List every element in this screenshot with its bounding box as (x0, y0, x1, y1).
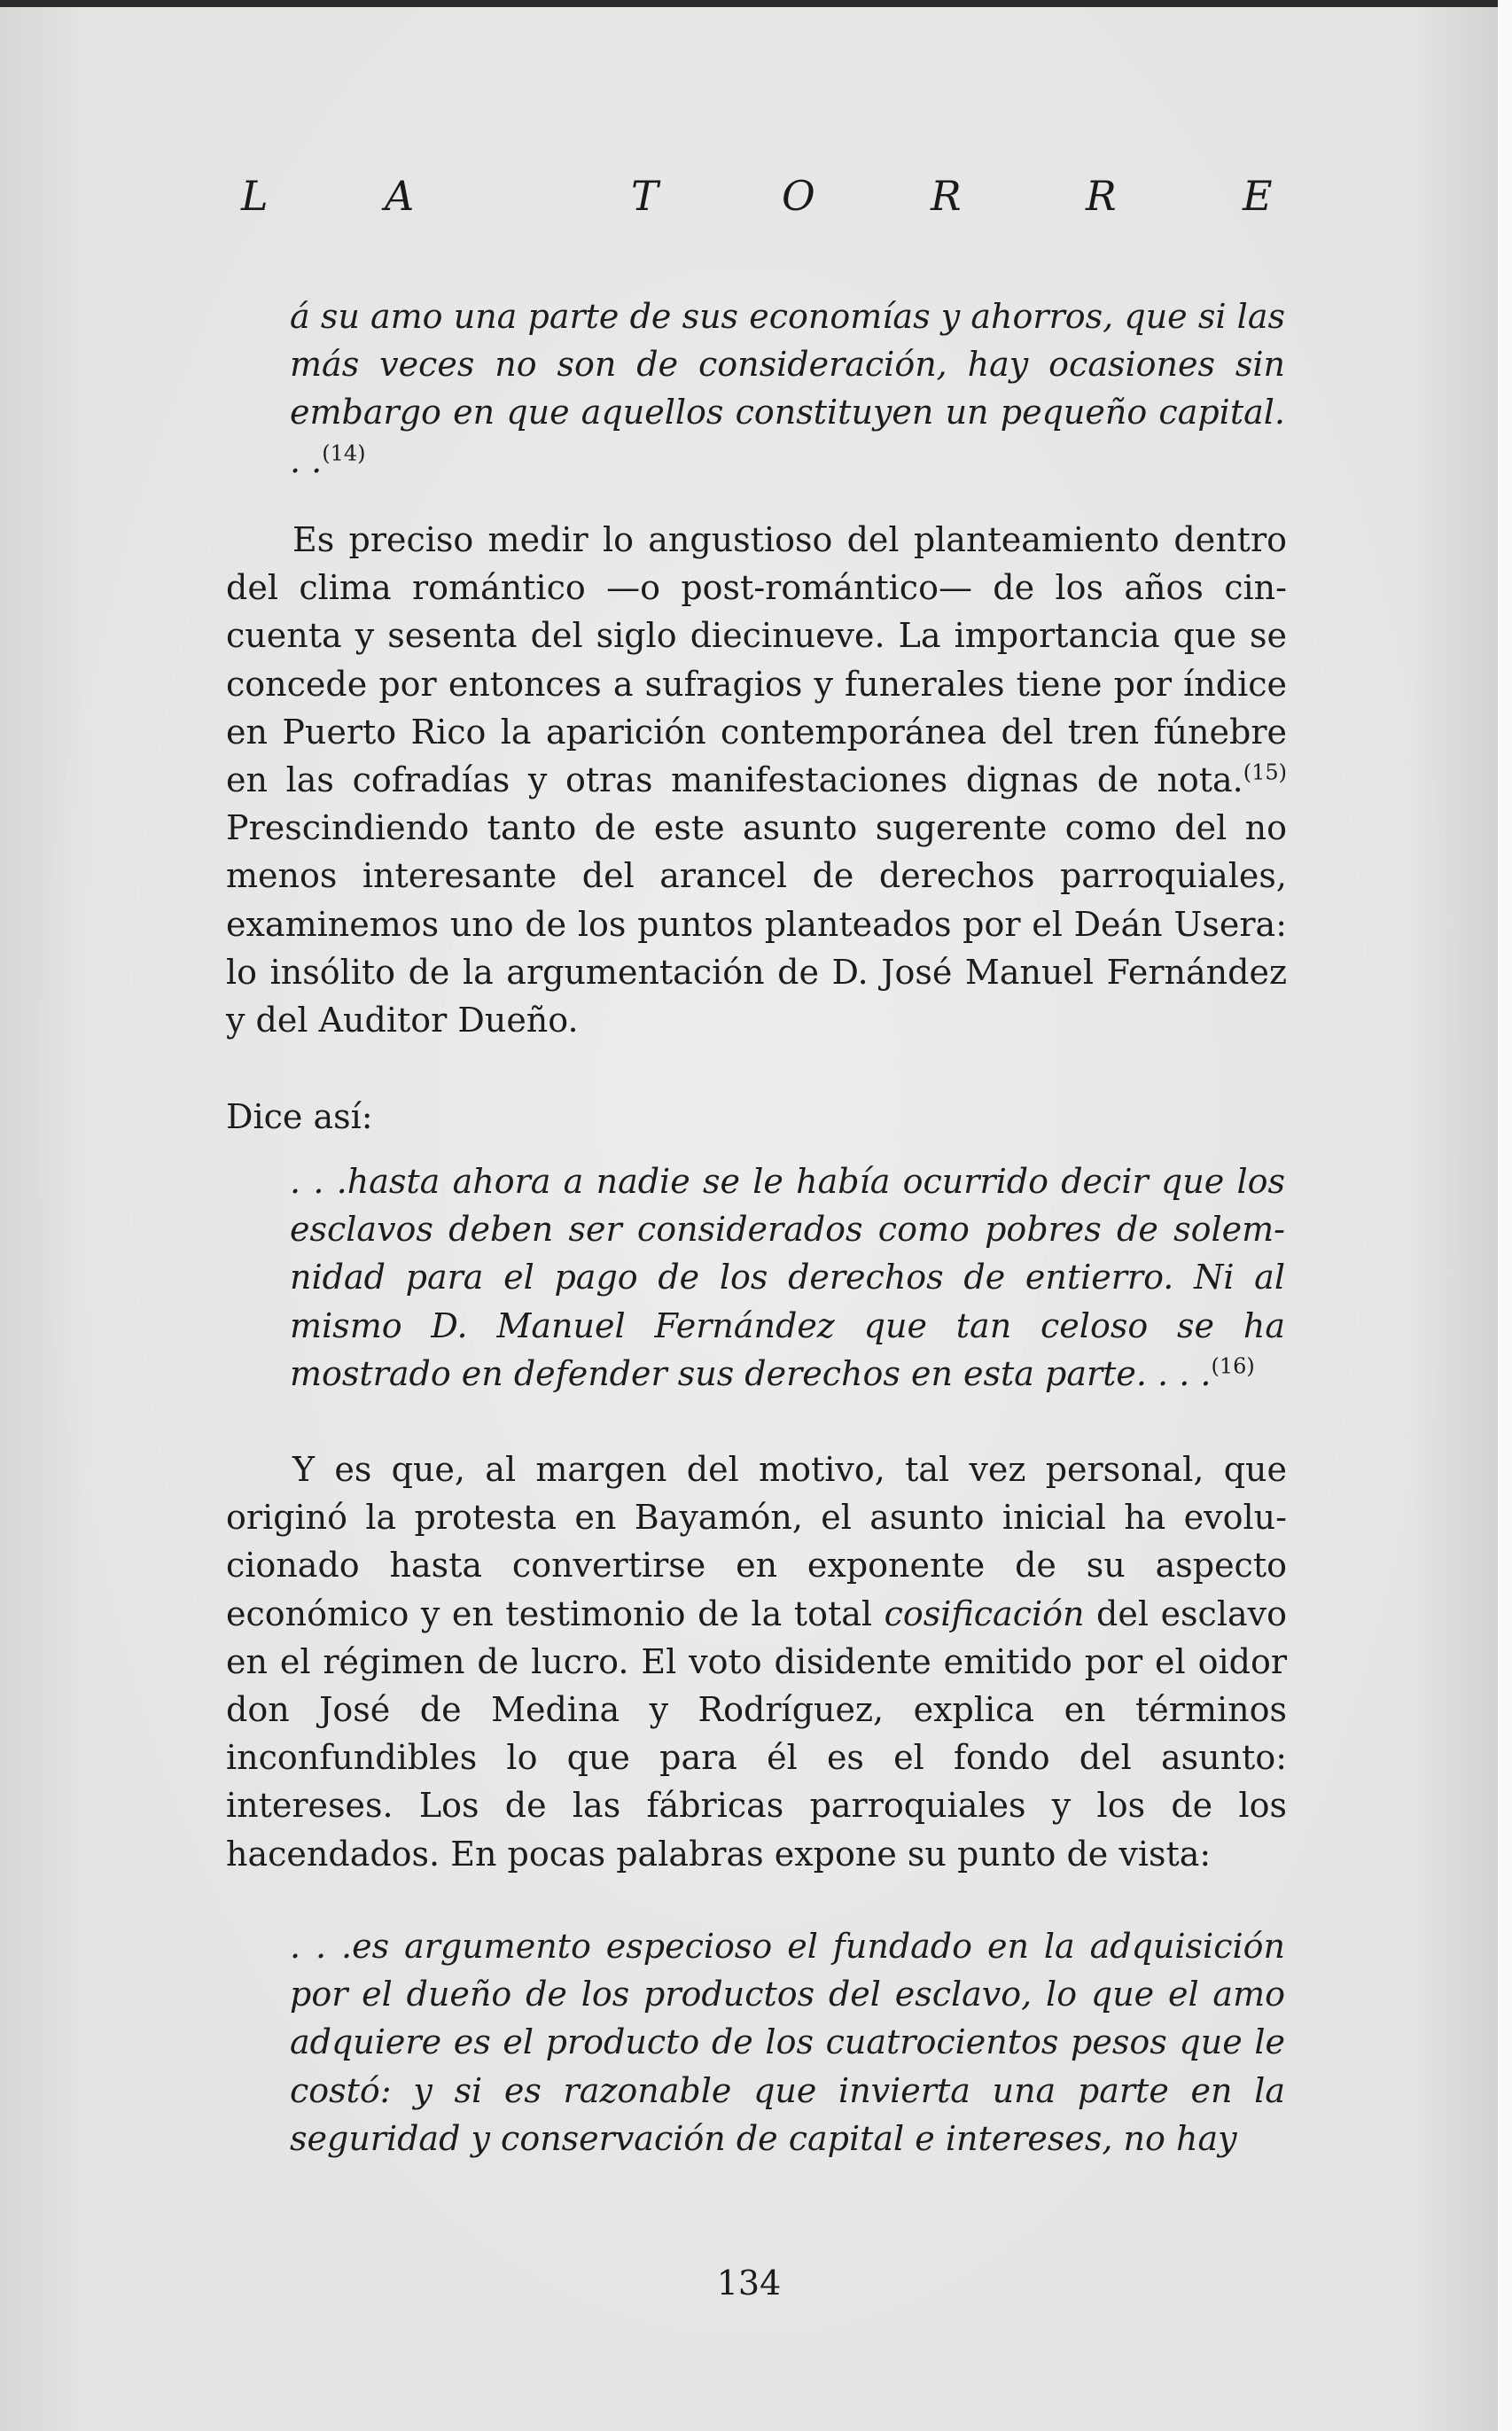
running-head-letter: R (931, 172, 962, 220)
body-paragraph-3 (226, 1445, 1287, 1878)
footnote-ref: (15) (1243, 760, 1287, 785)
paragraph-continuation: Prescindiendo tanto de este asunto sugerente como del no menos interesante del arancel de derechos parroquiales, examinemos uno de los puntos planteados por el Deán Usera: lo insólito de la argumentación de D. José Manuel Fernández y del Auditor Dueño. (226, 808, 1287, 1040)
running-head-letter: E (1243, 172, 1273, 220)
body-paragraph-2 (226, 1093, 1287, 1141)
emphasis-text: cosificación (884, 1593, 1085, 1633)
running-head-letter: T (631, 172, 659, 220)
block-quote-3 (290, 1922, 1285, 2162)
footnote-ref: (14) (322, 440, 366, 465)
page-number: 134 (716, 2263, 782, 2302)
quote-text: . . .hasta ahora a nadie se le había ocurrido decir que los esclavos deben ser considerados como pobres de solemnidad para el pago de los derechos de entierro. Ni al mismo D. Manuel Fernández que tan celoso se ha mostrado en defender sus derechos en esta parte. . . . (290, 1162, 1285, 1393)
running-head (223, 172, 1296, 225)
running-head-letter: O (782, 172, 815, 220)
running-head-letter: R (1086, 172, 1117, 220)
quote-text: . . .es argumento especioso el fundado en la adquisición por el dueño de los productos del esclavo, lo que el amo adquiere es el producto de los cuatrocientos pesos que le costó: y si es razonable que invierta una parte en la seguridad y conservación de capital e intereses, no hay (290, 1927, 1285, 2158)
paragraph-text-continued: del esclavo en el régimen de lucro. El voto disidente emitido por el oidor don José de Medina y Rodríguez, explica en términos inconfundibles lo que para él es el fondo del asunto: intereses. Los de las fábricas parroquiales y los de los hacendados. En pocas palabras expone su punto de vista: (226, 1593, 1287, 1874)
footnote-ref: (16) (1211, 1353, 1255, 1379)
paragraph-text: Es preciso medir lo angustioso del planteamiento dentro del clima romántico —o post-romántico— de los años cincuenta y sesenta del siglo diecinueve. La importancia que se concede por entonces a sufragios y funerales tiene por índice en Puerto Rico la aparición contemporánea del tren fúnebre en las cofradías y otras manifestaciones dignas de nota. (226, 520, 1287, 800)
body-paragraph-1 (226, 516, 1287, 1044)
block-quote-2 (290, 1157, 1285, 1398)
running-head-letter: A (385, 172, 415, 220)
quote-text: á su amo una parte de sus economías y ahorros, que si las más veces no son de consideración, hay ocasiones sin embargo en que aquellos constituyen un pequeño capital. . . (290, 297, 1285, 480)
running-head-letter: L (241, 172, 269, 220)
paragraph-text: Y es que, al margen del motivo, tal vez personal, que originó la protesta en Bayamón, el asunto inicial ha evolucionado hasta convertirse en exponente de su aspecto económico y en testimonio de la total (226, 1450, 1287, 1633)
block-quote-1 (290, 292, 1285, 485)
paragraph-text: Dice así: (226, 1097, 373, 1136)
scan-margin (1498, 0, 1512, 2431)
